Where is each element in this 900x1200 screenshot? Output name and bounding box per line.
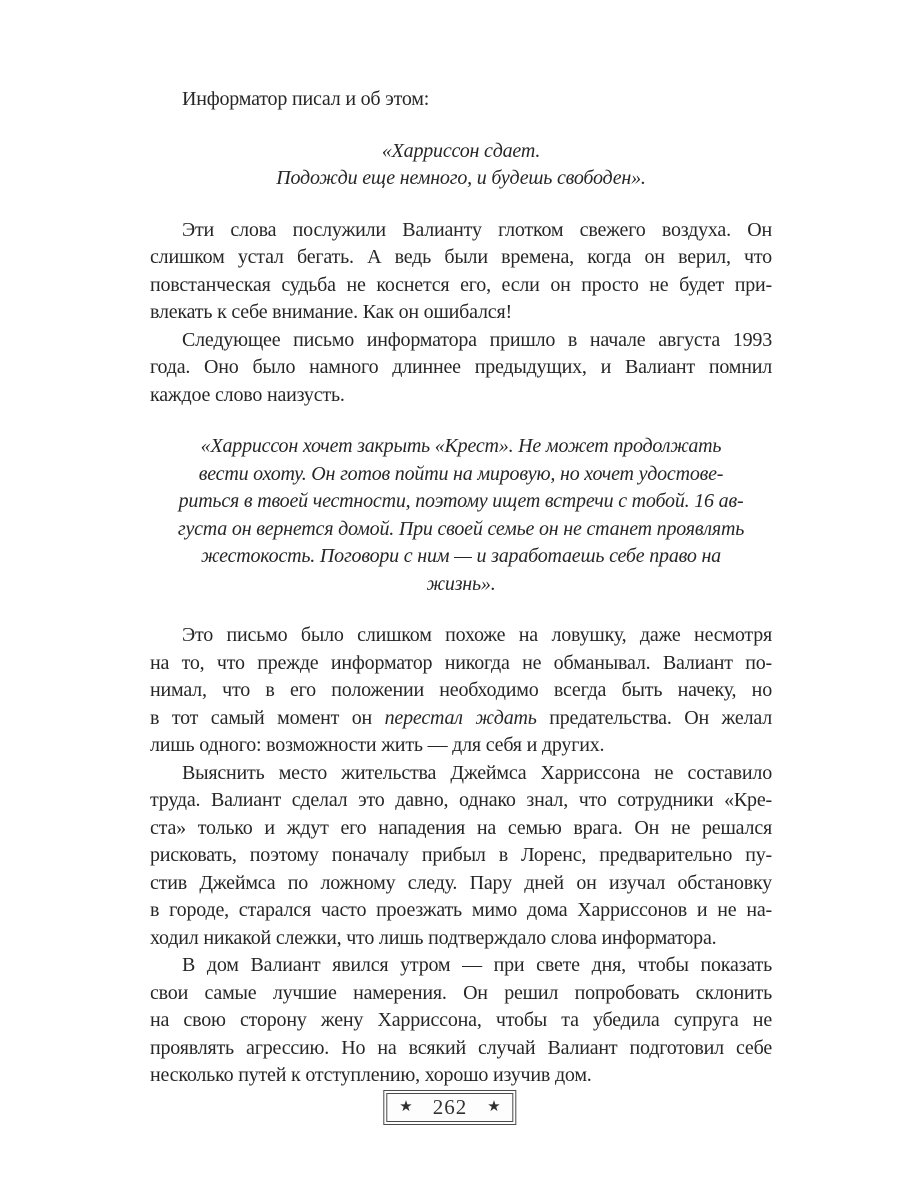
text-line	[150, 1062, 772, 1090]
paragraph-2	[150, 327, 772, 410]
text-line	[150, 272, 772, 300]
text-line	[150, 299, 772, 327]
text-segment: Это письмо было слишком похоже на ловушку, даже несмотря	[182, 624, 772, 646]
text-line	[150, 327, 772, 355]
text-line	[150, 86, 772, 114]
italic-text-segment: перестал ждать	[384, 706, 537, 729]
text-segment: Информатор писал и об этом:	[182, 88, 430, 110]
text-segment: жестокость. Поговори с ним — и заработаешь себе право на	[201, 545, 721, 567]
text-line	[150, 354, 772, 382]
text-segment: года. Оно было намного длиннее предыдущих, и Валиант помнил	[150, 356, 772, 378]
paragraph-3	[150, 622, 772, 760]
text-segment: несколько путей к отступлению, хорошо изучив дом.	[150, 1064, 592, 1086]
text-line	[150, 842, 772, 870]
text-line	[150, 952, 772, 980]
text-segment: Эти слова послужили Валианту глотком свежего воздуха. Он	[182, 218, 772, 241]
text-line	[150, 787, 772, 815]
text-segment: повстанческая судьба не коснется его, если он просто не будет при-	[150, 273, 772, 296]
text-segment: ста» только и ждут его нападения на семью врага. Он не решался	[150, 816, 772, 839]
text-line	[150, 897, 772, 925]
text-line	[150, 165, 772, 193]
paragraph-4	[150, 760, 772, 953]
text-segment: Подожди еще немного, и будешь свободен».	[276, 167, 646, 189]
text-segment: В дом Валиант явился утром — при свете дня, чтобы показать	[182, 954, 772, 976]
text-segment: свои самые лучшие намерения. Он решил попробовать склонить	[150, 981, 772, 1004]
text-line	[150, 732, 772, 760]
text-segment: в городе, старался часто проезжать мимо дома Харриссонов и не на-	[150, 899, 772, 921]
text-line	[150, 244, 772, 272]
text-segment: проявлять агрессию. Но на всякий случай Валиант подготовил себе	[150, 1036, 772, 1059]
text-line	[150, 571, 772, 599]
text-segment: Следующее письмо информатора пришло в начале августа 1993	[182, 328, 772, 351]
paragraph-5	[150, 952, 772, 1090]
text-segment: на то, что прежде информатор никогда не обманывал. Валиант по-	[150, 651, 772, 674]
text-segment: на свою сторону жену Харриссона, чтобы та убедила супруга не	[150, 1009, 772, 1031]
text-segment: вести охоту. Он готов пойти на мировую, но хочет удостове-	[198, 462, 724, 485]
text-segment: каждое слово наизусть.	[150, 383, 345, 406]
text-segment: предательства. Он желал	[536, 706, 772, 729]
text-segment: стив Джеймса по ложному следу. Пару дней он изучал обстановку	[150, 871, 772, 894]
informant-note-1	[150, 138, 772, 193]
text-segment: жизнь».	[426, 572, 496, 595]
text-segment: труда. Валиант сделал это давно, однако знал, что сотрудники «Кре-	[150, 789, 772, 811]
text-line	[150, 677, 772, 705]
text-segment: рисковать, поэтому поначалу прибыл в Лоренс, предварительно пу-	[150, 844, 772, 866]
page-number-inner	[386, 1093, 513, 1122]
text-segment: влекать к себе внимание. Как он ошибался!	[150, 301, 512, 323]
text-column	[150, 86, 772, 1090]
text-line	[150, 461, 772, 489]
text-segment: нимал, что в его положении необходимо всегда быть начеку, но	[150, 679, 772, 701]
text-line	[150, 1007, 772, 1035]
text-line	[150, 543, 772, 571]
text-segment: слишком устал бегать. А ведь были времена, когда он верил, что	[150, 246, 772, 268]
star-icon: ★	[487, 1099, 501, 1115]
paragraph-intro	[150, 86, 772, 114]
text-segment: риться в твоей честности, поэтому ищет встречи с тобой. 16 ав-	[178, 490, 744, 512]
paragraph-1	[150, 217, 772, 327]
text-line	[150, 980, 772, 1008]
star-icon: ★	[399, 1099, 413, 1115]
informant-note-2	[150, 433, 772, 598]
text-line	[150, 217, 772, 245]
text-line	[150, 1035, 772, 1063]
text-line	[150, 622, 772, 650]
text-line	[150, 870, 772, 898]
text-line	[150, 705, 772, 733]
text-segment: «Харриссон сдает.	[381, 139, 541, 162]
text-line	[150, 433, 772, 461]
text-segment: в тот самый момент он	[150, 706, 385, 729]
text-segment: Выяснить место жительства Джеймса Харриссона не составило	[182, 761, 772, 784]
text-line	[150, 138, 772, 166]
text-line	[150, 488, 772, 516]
text-line	[150, 650, 772, 678]
page-number: 262	[432, 1095, 468, 1119]
text-segment: ходил никакой слежки, что лишь подтверждало слова информатора.	[150, 926, 717, 949]
text-line	[150, 760, 772, 788]
text-segment: густа он вернется домой. При своей семье он не станет проявлять	[177, 517, 745, 540]
text-line	[150, 382, 772, 410]
text-segment: «Харриссон хочет закрыть «Крест». Не может продолжать	[200, 435, 722, 457]
text-line	[150, 925, 772, 953]
text-line	[150, 815, 772, 843]
text-line	[150, 516, 772, 544]
page-number-box	[383, 1090, 516, 1125]
text-segment: лишь одного: возможности жить — для себя и других.	[150, 734, 605, 756]
